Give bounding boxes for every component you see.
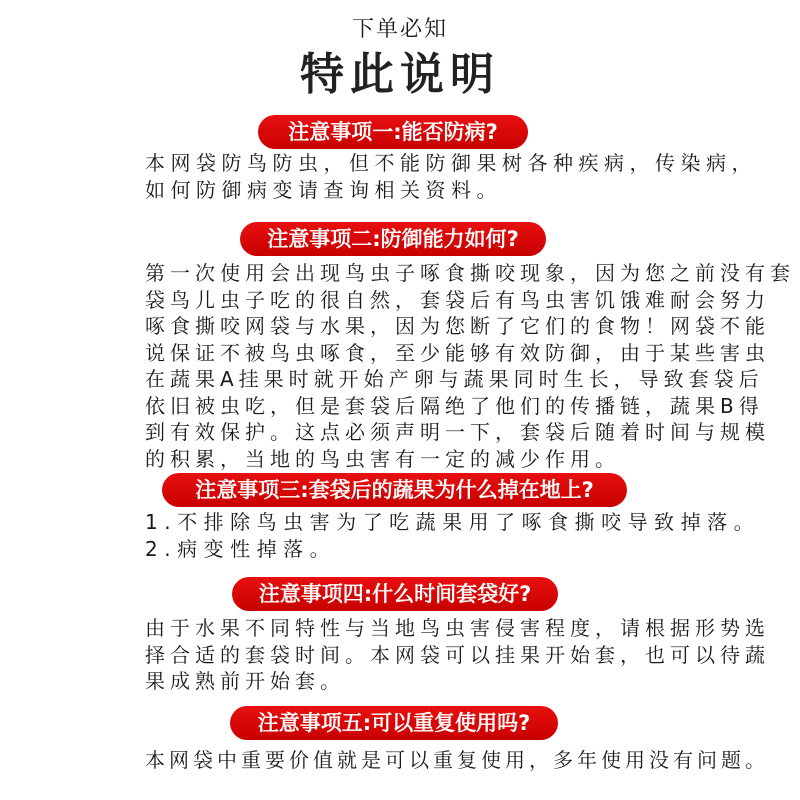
section-text-3 [145,509,761,562]
page-title: 特此说明 [300,49,500,100]
subtitle: 下单必知 [351,17,448,42]
section-text-5 [145,747,769,774]
text-line: 的积累，当地的鸟虫害有一定的减少作用。 [145,446,620,471]
text-line: 啄食撕咬网袋与水果，因为您断了它们的食物！网袋不能 [145,314,770,338]
section-heading-5: 注意事项五:可以重复使用吗? [230,706,558,740]
text-line: 如何防御病变请查询相关资料。 [145,177,502,202]
text-line: 袋鸟儿虫子吃的很自然，套袋后有鸟虫害饥饿难耐会努力 [145,287,770,312]
section-heading-1: 注意事项一:能否防病? [258,115,528,149]
section-heading-4: 注意事项四:什么时间套袋好? [232,577,558,611]
text-line: 本网袋防鸟防虫，但不能防御果树各种疾病，传染病， [145,151,757,175]
text-line: 由于水果不同特性与当地鸟虫害侵害程度，请根据形势选 [145,616,770,640]
text-line: 2.病变性掉落。 [145,536,337,561]
text-line: 在蔬果A挂果时就开始产卵与蔬果同时生长，导致套袋后 [145,367,764,391]
section-text-4 [145,615,770,695]
text-line: 说保证不被鸟虫啄食，至少能够有效防御，由于某些害虫 [145,340,770,365]
text-line: 本网袋中重要价值就是可以重复使用，多年使用没有问题。 [145,748,769,772]
text-line: 第一次使用会出现鸟虫子啄食撕咬现象，因为您之前没有套 [145,261,795,285]
section-heading-2: 注意事项二:防御能力如何? [240,222,546,256]
text-line: 到有效保护。这点必须声明一下，套袋后随着时间与规模 [145,420,770,444]
section-text-2 [145,260,795,472]
text-line: 择合适的套袋时间。本网袋可以挂果开始套，也可以待蔬 [145,642,770,667]
section-text-1 [145,150,757,203]
text-line: 1.不排除鸟虫害为了吃蔬果用了啄食撕咬导致掉落。 [145,510,761,534]
text-line: 果成熟前开始套。 [145,669,345,693]
section-heading-3: 注意事项三:套袋后的蔬果为什么掉在地上? [162,473,627,507]
text-line: 依旧被虫吃，但是套袋后隔绝了他们的传播链，蔬果B得 [145,393,764,418]
